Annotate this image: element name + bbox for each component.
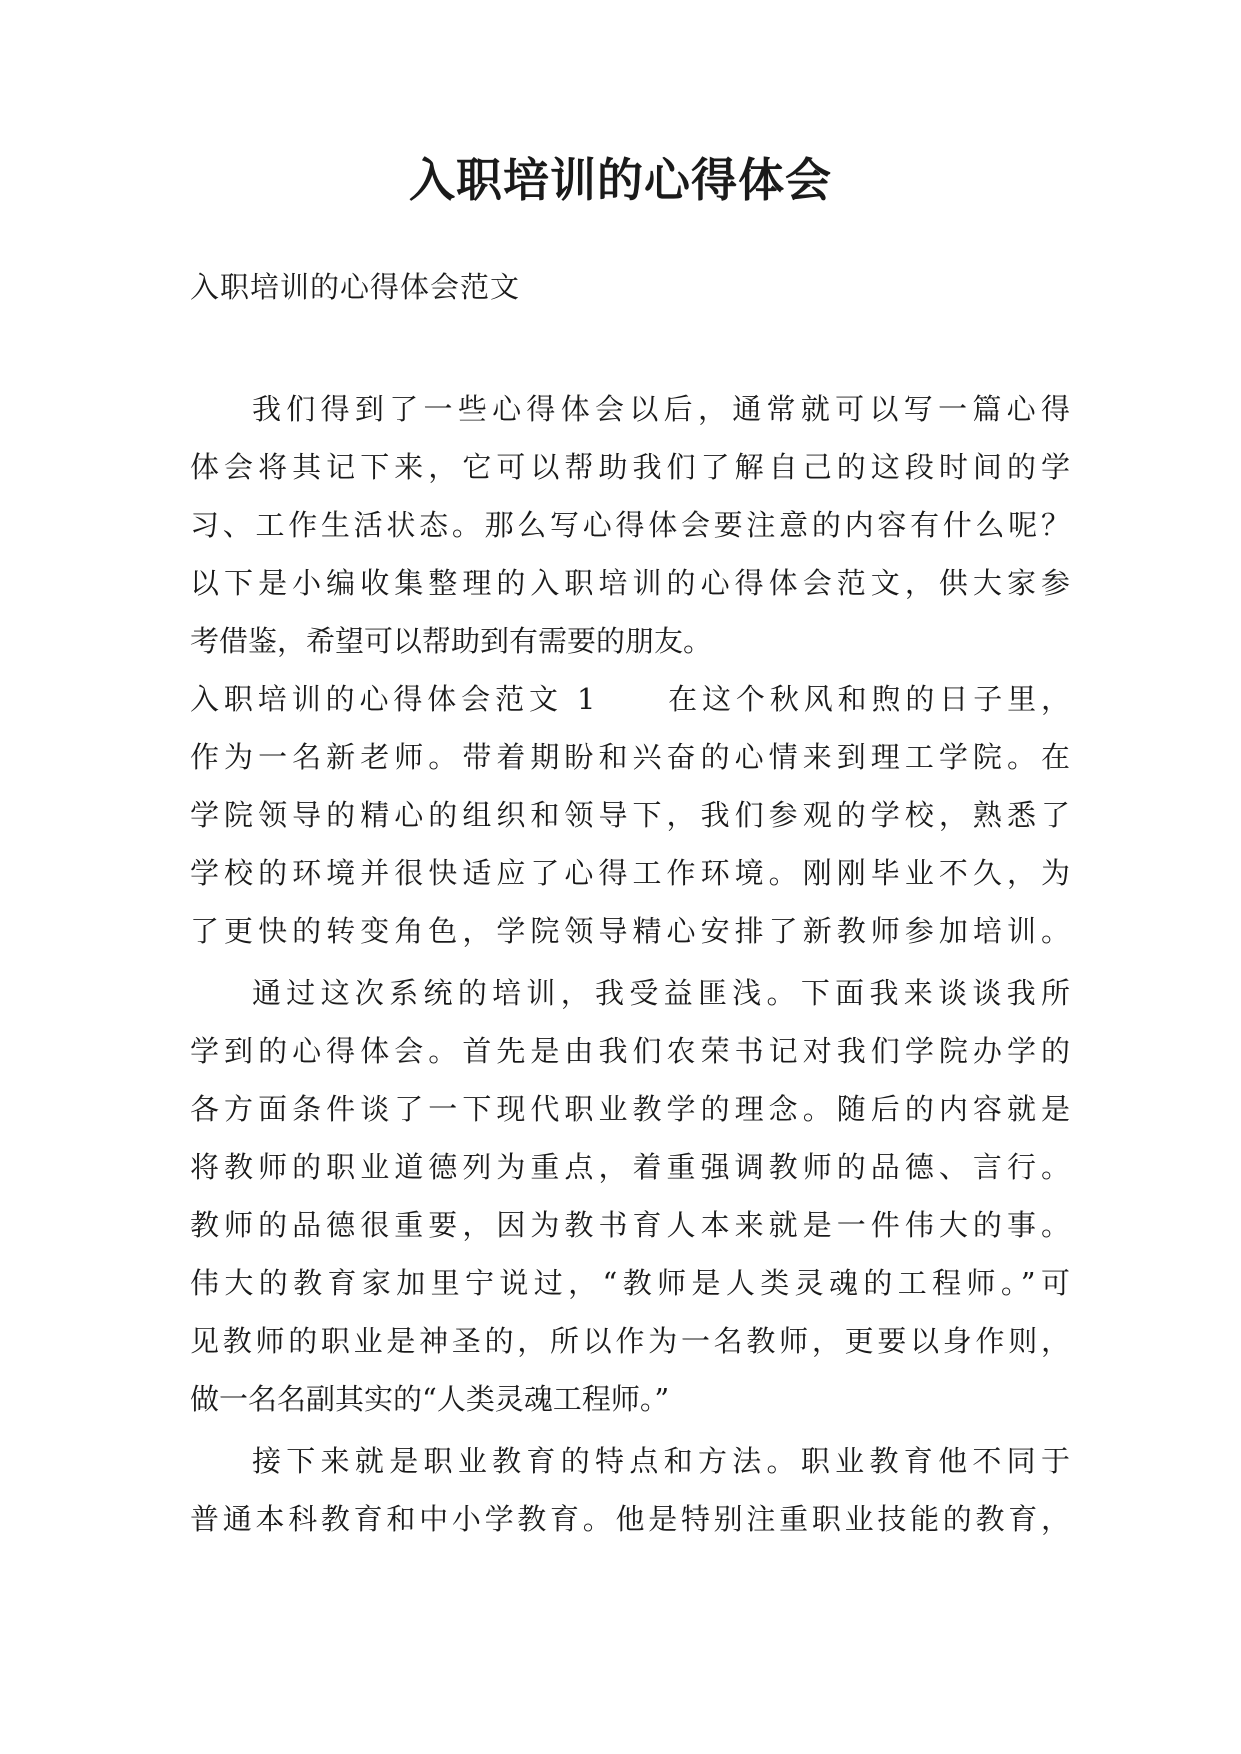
body-line: 接下来就是职业教育的特点和方法。职业教育他不同于	[252, 1444, 1070, 1478]
body-line: 各方面条件谈了一下现代职业教学的理念。随后的内容就是	[190, 1092, 1070, 1126]
body-line: 教师的品德很重要，因为教书育人本来就是一件伟大的事。	[190, 1208, 1070, 1242]
document-subtitle: 入职培训的心得体会范文	[190, 270, 521, 304]
body-line: 入职培训的心得体会范文 1 在这个秋风和煦的日子里，	[190, 682, 1070, 716]
document-title: 入职培训的心得体会	[409, 153, 832, 207]
body-line: 我们得到了一些心得体会以后，通常就可以写一篇心得	[252, 392, 1070, 426]
body-line: 学到的心得体会。首先是由我们农荣书记对我们学院办学的	[190, 1034, 1070, 1068]
body-line: 以下是小编收集整理的入职培训的心得体会范文，供大家参	[190, 566, 1070, 600]
body-line: 做一名名副其实的“人类灵魂工程师。”	[190, 1382, 670, 1416]
body-line: 体会将其记下来，它可以帮助我们了解自己的这段时间的学	[190, 450, 1070, 484]
body-line: 伟大的教育家加里宁说过，“教师是人类灵魂的工程师。”可	[190, 1266, 1070, 1300]
body-line: 普通本科教育和中小学教育。他是特别注重职业技能的教育，	[190, 1502, 1070, 1536]
body-line: 见教师的职业是神圣的，所以作为一名教师，更要以身作则，	[190, 1324, 1070, 1358]
body-line: 习、工作生活状态。那么写心得体会要注意的内容有什么呢？	[190, 508, 1070, 542]
body-line: 将教师的职业道德列为重点，着重强调教师的品德、言行。	[190, 1150, 1070, 1184]
body-line: 了更快的转变角色，学院领导精心安排了新教师参加培训。	[190, 914, 1070, 948]
body-line: 通过这次系统的培训，我受益匪浅。下面我来谈谈我所	[252, 976, 1070, 1010]
body-line: 作为一名新老师。带着期盼和兴奋的心情来到理工学院。在	[190, 740, 1070, 774]
body-line: 考借鉴，希望可以帮助到有需要的朋友。	[190, 624, 713, 658]
body-line: 学校的环境并很快适应了心得工作环境。刚刚毕业不久，为	[190, 856, 1070, 890]
body-line: 学院领导的精心的组织和领导下，我们参观的学校，熟悉了	[190, 798, 1070, 832]
